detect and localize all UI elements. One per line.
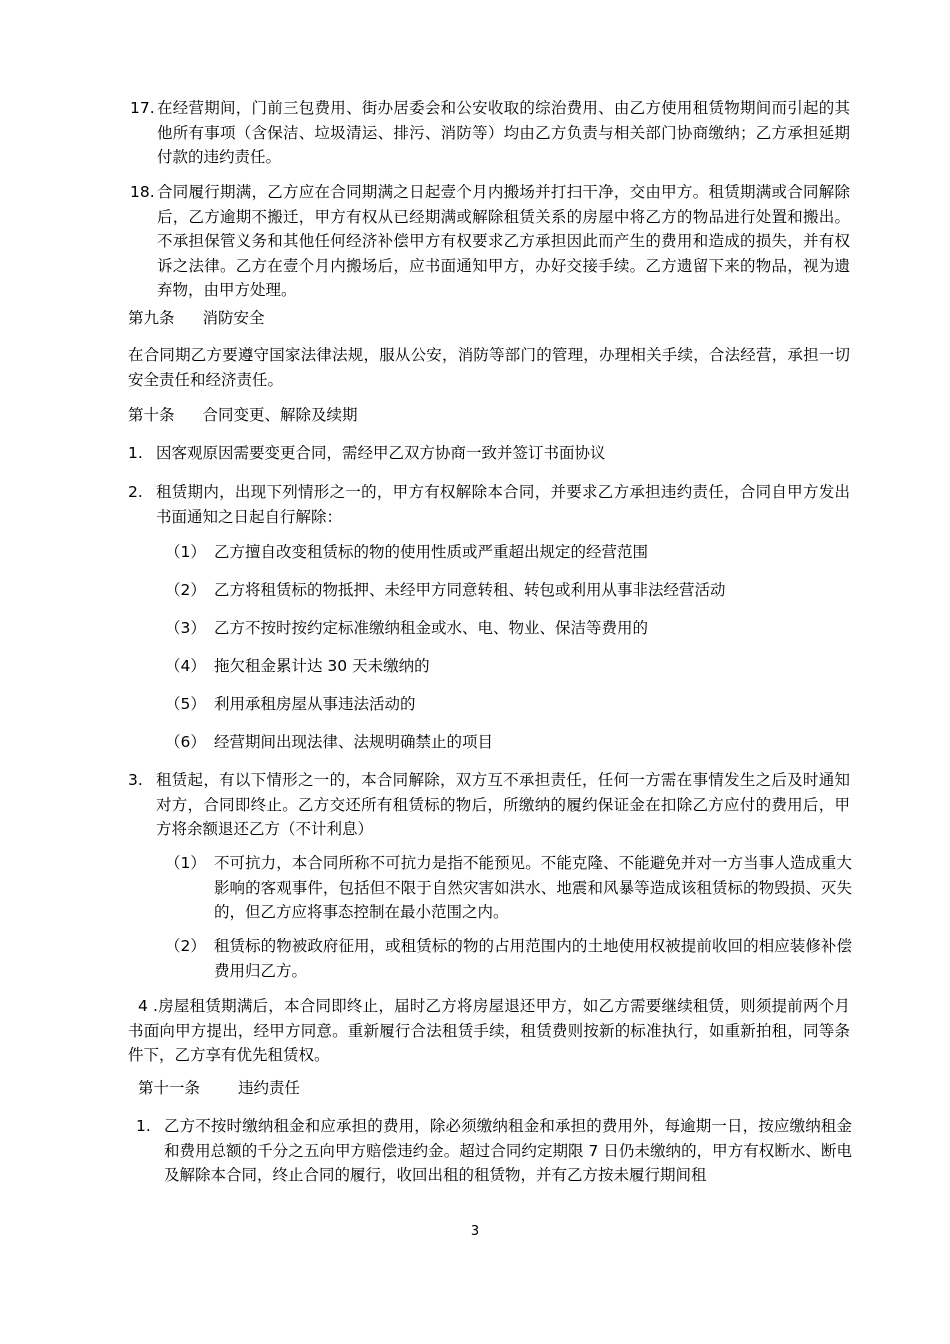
- article-name: 消防安全: [202, 309, 265, 327]
- list-item: [128, 768, 850, 842]
- list-item: [136, 1114, 852, 1188]
- list-number: 1.: [128, 444, 143, 462]
- sub-text: 乙方擅自改变租赁标的物的使用性质或严重超出规定的经营范围: [214, 543, 649, 561]
- sub-item: [165, 654, 852, 679]
- clause-number: 18.: [130, 183, 155, 201]
- article-10-heading: [128, 403, 850, 428]
- article-name: 违约责任: [238, 1079, 301, 1097]
- sub-number: （5）: [165, 695, 206, 713]
- list-item: [128, 441, 850, 466]
- sub-number: （2）: [165, 581, 206, 599]
- clause-17: [130, 96, 850, 170]
- sub-item: [165, 540, 852, 565]
- sub-text: 利用承租房屋从事违法活动的: [214, 695, 416, 713]
- list-text: 租赁起，有以下情形之一的，本合同解除，双方互不承担责任，任何一方需在事情发生之后及时通知对方，合同即终止。乙方交还所有租赁标的物后，所缴纳的履约保证金在扣除乙方应付的费用后，甲方将余额退还乙方（不计利息）: [156, 771, 850, 838]
- sub-text: 拖欠租金累计达 30 天未缴纳的: [214, 657, 430, 675]
- sub-number: （2）: [165, 937, 206, 955]
- sub-item: [165, 616, 852, 641]
- article-title: 第十一条: [138, 1079, 201, 1097]
- sub-text: 租赁标的物被政府征用，或租赁标的物的占用范围内的土地使用权被提前收回的相应装修补偿费用归乙方。: [214, 937, 852, 980]
- clause-text: 合同履行期满，乙方应在合同期满之日起壹个月内搬场并打扫干净，交由甲方。租赁期满或合同解除后，乙方逾期不搬迁，甲方有权从已经期满或解除租赁关系的房屋中将乙方的物品进行处置和搬出。不承担保管义务和其他任何经济补偿甲方有权要求乙方承担因此而产生的费用和造成的损失，并有权诉之法律。乙方在壹个月内搬场后，应书面通知甲方，办好交接手续。乙方遗留下来的物品，视为遗弃物，由甲方处理。: [157, 183, 850, 299]
- sub-item: [165, 851, 852, 925]
- clause-text: 在经营期间，门前三包费用、街办居委会和公安收取的综治费用、由乙方使用租赁物期间而引起的其他所有事项（含保洁、垃圾清运、排污、消防等）均由乙方负责与相关部门协商缴纳；乙方承担延期付款的违约责任。: [157, 99, 850, 166]
- article-name: 合同变更、解除及续期: [202, 406, 358, 424]
- list-text: 因客观原因需要变更合同，需经甲乙双方协商一致并签订书面协议: [156, 444, 606, 462]
- sub-item: [165, 578, 852, 603]
- article-title: 第九条: [128, 309, 175, 327]
- article-title: 第十条: [128, 406, 175, 424]
- clause-18: [130, 180, 850, 303]
- sub-text: 乙方将租赁标的物抵押、未经甲方同意转租、转包或利用从事非法经营活动: [214, 581, 726, 599]
- sub-item: [165, 730, 852, 755]
- sub-item: [165, 692, 852, 717]
- list-text: 乙方不按时缴纳租金和应承担的费用，除必须缴纳租金和承担的费用外，每逾期一日，按应缴纳租金和费用总额的千分之五向甲方赔偿违约金。超过合同约定期限 7 日仍未缴纳的，甲方有权断水、断电及解除本合同，终止合同的履行，收回出租的租赁物，并有乙方按未履行期间租: [164, 1117, 852, 1184]
- list-text: 租赁期内，出现下列情形之一的，甲方有权解除本合同，并要求乙方承担违约责任，合同自甲方发出书面通知之日起自行解除：: [156, 483, 850, 526]
- page-number: 3: [470, 1224, 480, 1239]
- clause-number: 17.: [130, 99, 155, 117]
- list-item: [128, 480, 850, 529]
- sub-number: （1）: [165, 543, 206, 561]
- list-number: 1.: [136, 1117, 151, 1135]
- sub-text: 经营期间出现法律、法规明确禁止的项目: [214, 733, 494, 751]
- sub-number: （3）: [165, 619, 206, 637]
- article-11-heading: [138, 1076, 860, 1101]
- article-9-text: 在合同期乙方要遵守国家法律法规，服从公安，消防等部门的管理，办理相关手续，合法经营，承担一切安全责任和经济责任。: [128, 346, 850, 389]
- list-number: 2.: [128, 483, 143, 501]
- article-9-heading: [128, 306, 850, 331]
- article-10-item-4: 4 .房屋租赁期满后，本合同即终止，届时乙方将房屋退还甲方，如乙方需要继续租赁，则须提前两个月书面向甲方提出，经甲方同意。重新履行合法租赁手续，租赁费则按新的标准执行，如重新拍租，同等条件下，乙方享有优先租赁权。: [128, 997, 850, 1064]
- sub-number: （1）: [165, 854, 206, 872]
- sub-number: （6）: [165, 733, 206, 751]
- sub-text: 不可抗力，本合同所称不可抗力是指不能预见。不能克隆、不能避免并对一方当事人造成重大影响的客观事件，包括但不限于自然灾害如洪水、地震和风暴等造成该租赁标的物毁损、灭失的，但乙方应将事态控制在最小范围之内。: [214, 854, 852, 921]
- sub-item: [165, 934, 852, 983]
- sub-text: 乙方不按时按约定标准缴纳租金或水、电、物业、保洁等费用的: [214, 619, 649, 637]
- sub-number: （4）: [165, 657, 206, 675]
- list-number: 3.: [128, 771, 143, 789]
